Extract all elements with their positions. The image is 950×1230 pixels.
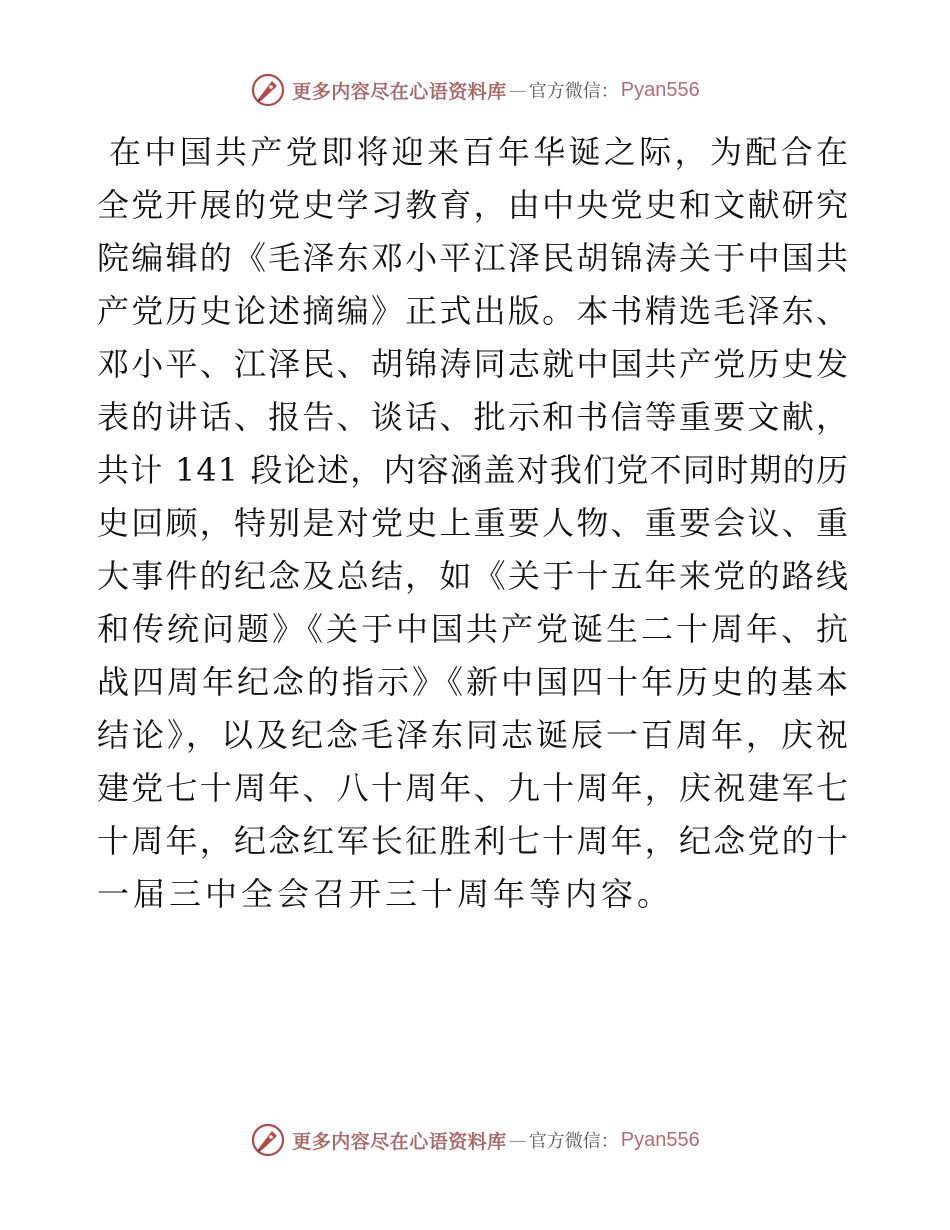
- banner-wechat-label: 官方微信：: [528, 81, 619, 102]
- article-line: 在中国共产党即将迎来百年华诞之际，为配合在: [109, 133, 849, 171]
- banner-site-text: 更多内容尽在心语资料库: [292, 1130, 507, 1153]
- banner-site-text: 更多内容尽在心语资料库: [292, 80, 507, 103]
- article-line: 十周年，纪念红军长征胜利七十周年，纪念党的十: [97, 822, 849, 860]
- footer-watermark-banner: [0, 1120, 950, 1160]
- article-line: 产党历史论述摘编》正式出版。本书精选毛泽东、: [97, 292, 849, 330]
- article-line: 和传统问题》《关于中国共产党诞生二十周年、抗: [97, 610, 849, 648]
- pen-nib-logo-icon: [250, 72, 286, 108]
- pen-nib-logo-icon: [250, 1122, 286, 1158]
- header-watermark-banner: [0, 70, 950, 110]
- article-line: 结论》，以及纪念毛泽东同志诞辰一百周年，庆祝: [97, 716, 849, 754]
- article-line: 建党七十周年、八十周年、九十周年，庆祝建军七: [97, 769, 849, 807]
- banner-wechat-label: 官方微信：: [528, 1131, 619, 1152]
- article-line: 共计 141 段论述，内容涵盖对我们党不同时期的历: [97, 451, 849, 489]
- article-line: 院编辑的《毛泽东邓小平江泽民胡锦涛关于中国共: [97, 239, 849, 277]
- article-line: 邓小平、江泽民、胡锦涛同志就中国共产党历史发: [97, 345, 849, 383]
- article-line: 大事件的纪念及总结，如《关于十五年来党的路线: [97, 557, 849, 595]
- banner-wechat-id: Pyan556: [620, 1128, 700, 1151]
- banner-dash: —: [508, 1129, 527, 1151]
- banner-dash: —: [508, 79, 527, 101]
- article-line: 表的讲话、报告、谈话、批示和书信等重要文献，: [97, 398, 849, 436]
- article-line: 一届三中全会召开三十周年等内容。: [97, 875, 674, 913]
- article-body: [97, 126, 849, 921]
- article-line: 战四周年纪念的指示》《新中国四十年历史的基本: [97, 663, 849, 701]
- article-line: 史回顾，特别是对党史上重要人物、重要会议、重: [97, 504, 849, 542]
- article-line: 全党开展的党史学习教育，由中央党史和文献研究: [97, 186, 849, 224]
- banner-wechat-id: Pyan556: [620, 78, 700, 101]
